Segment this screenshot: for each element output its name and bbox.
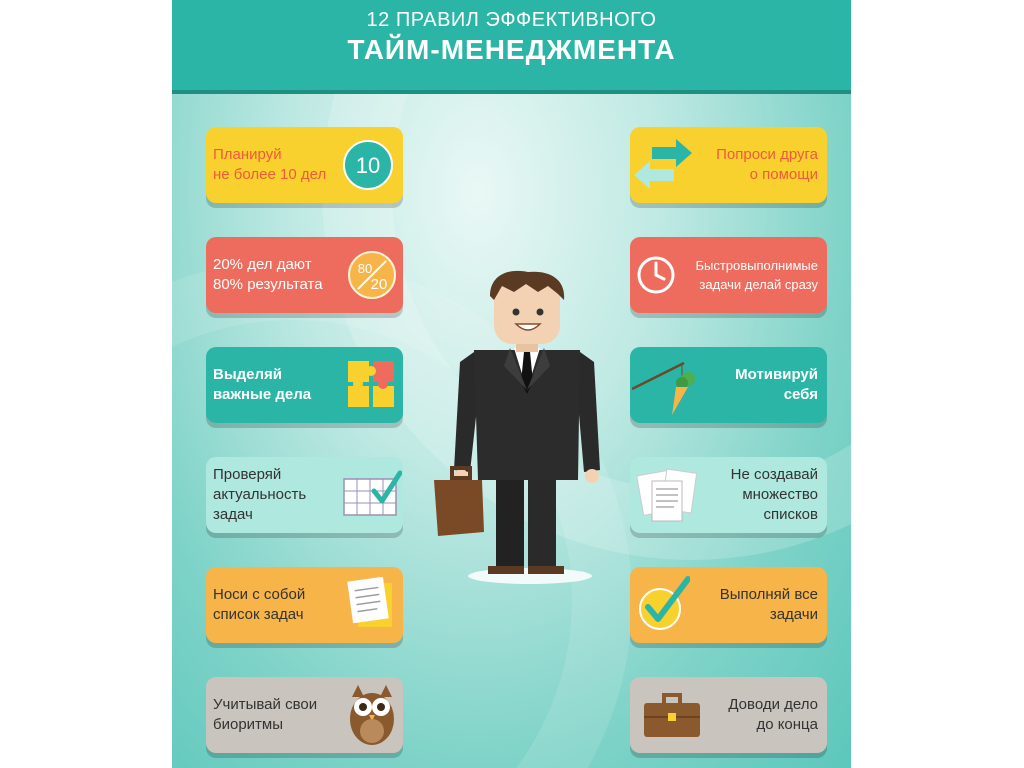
rule-biorhythm-line1: Учитывай свои	[213, 696, 318, 713]
rule-relevance-line2: актуальность	[213, 486, 307, 503]
rule-biorhythm-card	[206, 677, 403, 753]
rule-motivate-line1: Мотивируй	[735, 366, 818, 383]
rule-finish-line1: Доводи дело	[728, 696, 818, 713]
rule-complete-card	[630, 567, 827, 643]
rule-lists-card	[630, 457, 827, 533]
calendar-check-icon	[342, 469, 402, 524]
rule-relevance-line1: Проверяй	[213, 466, 282, 483]
rule-help-line1: Попроси друга	[716, 146, 818, 163]
rule-carry-card	[206, 567, 403, 643]
rule-quick-line2: задачи делай сразу	[699, 277, 818, 292]
swap-arrows-icon	[634, 139, 692, 196]
checkmark-circle-icon	[636, 575, 690, 638]
rule-lists-line1: Не создавай	[730, 466, 818, 483]
rule-pareto-line2: 80% результата	[213, 276, 323, 293]
puzzle-icon	[346, 359, 396, 414]
rule-motivate-line2: себя	[783, 386, 818, 403]
notepad-icon	[346, 577, 398, 636]
rule-help-card	[630, 127, 827, 203]
rule-carry-line1: Носи с собой	[213, 586, 306, 603]
rule-finish-card	[630, 677, 827, 753]
rule-relevance-line3: задач	[213, 506, 253, 523]
infographic-poster	[172, 0, 851, 768]
owl-icon	[346, 683, 398, 752]
rule-relevance-card	[206, 457, 403, 533]
rule-biorhythm-line2: биоритмы	[213, 716, 283, 733]
rule-pareto-card	[206, 237, 403, 313]
carrot-stick-icon	[632, 359, 702, 420]
rule-motivate-card	[630, 347, 827, 423]
number-badge-text: 10	[355, 153, 381, 178]
title-line-1: 12 ПРАВИЛ ЭФФЕКТИВНОГО	[366, 9, 657, 31]
rule-important-line1: Выделяй	[213, 366, 283, 383]
rule-complete-line2: задачи	[769, 606, 818, 623]
title-banner	[172, 0, 851, 94]
pareto-badge-icon	[346, 249, 398, 306]
clock-icon	[636, 255, 676, 300]
rule-finish-line2: до конца	[756, 716, 818, 733]
rule-quick-card	[630, 237, 827, 313]
rule-carry-line2: список задач	[213, 606, 304, 623]
number-badge-icon	[342, 139, 394, 196]
pareto-badge-bottom: 20	[370, 276, 388, 293]
rule-important-line2: важные дела	[213, 386, 312, 403]
pareto-badge-top: 80	[357, 261, 373, 276]
rule-plan-line1: Планируй	[213, 146, 282, 163]
businessman-illustration	[430, 270, 610, 590]
briefcase-icon	[642, 693, 702, 744]
rule-pareto-line1: 20% дел дают	[213, 256, 312, 273]
title-line-2: ТАЙМ-МЕНЕДЖМЕНТА	[347, 34, 676, 65]
rule-lists-line2: множество	[742, 486, 818, 503]
rule-plan-line2: не более 10 дел	[213, 166, 327, 183]
rule-complete-line1: Выполняй все	[719, 586, 818, 603]
rule-lists-line3: списков	[763, 506, 818, 523]
rule-plan-card	[206, 127, 403, 203]
rule-important-card	[206, 347, 403, 423]
rule-help-line2: о помощи	[749, 166, 818, 183]
papers-icon	[636, 467, 700, 530]
rule-quick-line1: Быстровыполнимые	[695, 258, 818, 273]
